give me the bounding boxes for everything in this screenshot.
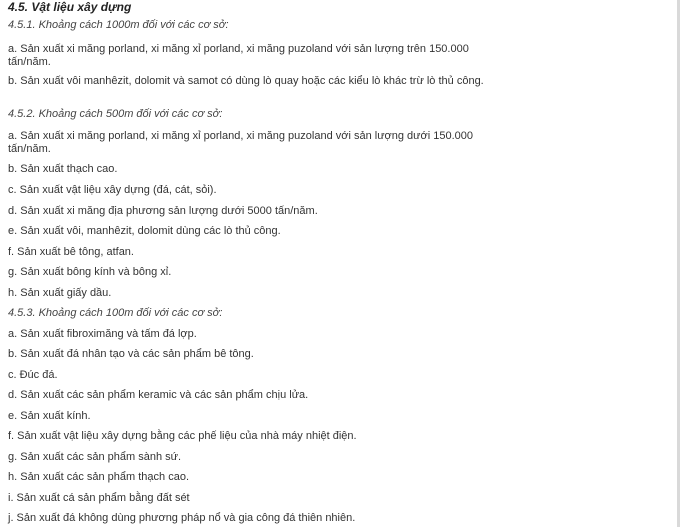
list-item: c. Sản xuất vật liệu xây dựng (đá, cát, sỏi).: [8, 184, 217, 196]
list-item: j. Sản xuất đá không dùng phương pháp nổ và gia công đá thiên nhiên.: [8, 512, 356, 524]
list-item: g. Sản xuất bông kính và bông xỉ.: [8, 266, 172, 278]
list-item: h. Sản xuất các sản phẩm thạch cao.: [8, 471, 190, 483]
list-item: i. Sản xuất cá sản phẩm bằng đất sét: [8, 492, 190, 504]
group-heading-500m: 4.5.2. Khoảng cách 500m đối với các cơ sở:: [8, 108, 223, 120]
group-heading-1000m: 4.5.1. Khoảng cách 1000m đối với các cơ sở:: [8, 19, 229, 31]
group-heading-100m: 4.5.3. Khoảng cách 100m đối với các cơ sở:: [8, 307, 223, 319]
list-item: f. Sản xuất bê tông, atfan.: [8, 246, 134, 258]
section-title: 4.5. Vật liệu xây dựng: [8, 0, 132, 14]
list-item: e. Sản xuất vôi, manhêzit, dolomit dùng các lò thủ công.: [8, 225, 281, 237]
list-item: b. Sản xuất vôi manhêzit, dolomit và samot có dùng lò quay hoặc các kiểu lò khác trừ lò thủ công.: [8, 75, 484, 87]
list-item: c. Đúc đá.: [8, 369, 58, 381]
list-item: e. Sản xuất kính.: [8, 410, 91, 422]
list-item: d. Sản xuất các sản phẩm keramic và các sản phẩm chịu lửa.: [8, 389, 309, 401]
list-item: b. Sản xuất đá nhân tạo và các sản phẩm bê tông.: [8, 348, 254, 360]
list-item: f. Sản xuất vật liệu xây dựng bằng các phế liệu của nhà máy nhiệt điện.: [8, 430, 357, 442]
list-item: a. Sản xuất xi măng porland, xi măng xỉ porland, xi măng puzoland với sản lượng dưới 150.000 tấn/năm.: [8, 130, 474, 155]
list-item: h. Sản xuất giấy dầu.: [8, 287, 112, 299]
list-item: d. Sản xuất xi măng địa phương sản lượng dưới 5000 tấn/năm.: [8, 205, 318, 217]
list-item: a. Sản xuất fibroximăng và tấm đá lợp.: [8, 328, 197, 340]
list-item: g. Sản xuất các sản phẩm sành sứ.: [8, 451, 182, 463]
list-item: a. Sản xuất xi măng porland, xi măng xỉ porland, xi măng puzoland với sản lượng trên 150.000 tấn/năm.: [8, 43, 469, 68]
list-item: b. Sản xuất thạch cao.: [8, 163, 118, 175]
